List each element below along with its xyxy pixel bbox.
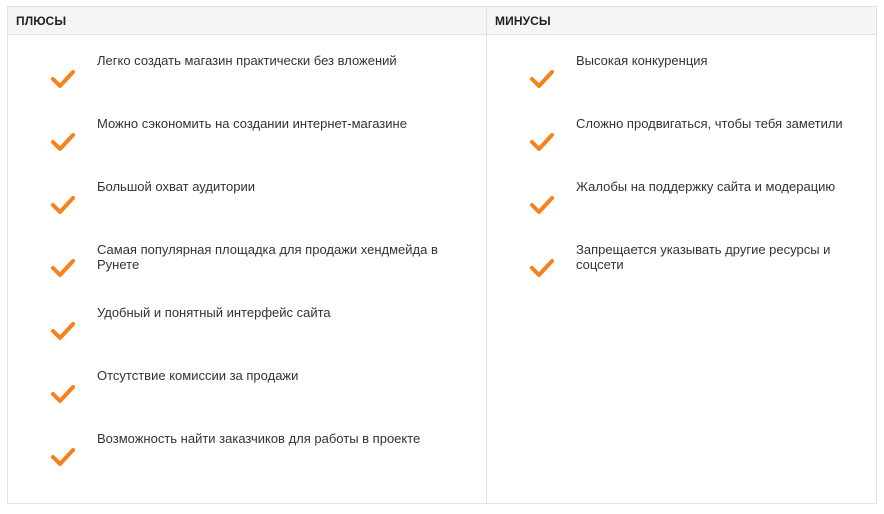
cons-list-item	[487, 161, 876, 224]
cons-list-item	[487, 35, 876, 98]
pros-list-item	[8, 350, 486, 413]
cons-item-text: Запрещается указывать другие ресурсы и соцсети	[576, 242, 831, 272]
cons-column	[487, 7, 876, 503]
cons-list	[487, 35, 876, 287]
checkmark-icon	[50, 131, 76, 153]
checkmark-icon	[529, 68, 555, 90]
pros-cons-table	[7, 6, 877, 504]
pros-item-text: Большой охват аудитории	[97, 179, 256, 194]
cons-item-text: Сложно продвигаться, чтобы тебя заметили	[576, 116, 843, 131]
pros-header: ПЛЮСЫ	[8, 7, 486, 35]
checkmark-icon	[50, 320, 76, 342]
pros-list-item	[8, 287, 486, 350]
pros-list-item	[8, 98, 486, 161]
cons-header: МИНУСЫ	[487, 7, 876, 35]
checkmark-icon	[50, 383, 76, 405]
pros-column	[8, 7, 487, 503]
pros-list-item	[8, 161, 486, 224]
pros-item-text: Легко создать магазин практически без вложений	[97, 53, 397, 68]
checkmark-icon	[529, 131, 555, 153]
checkmark-icon	[529, 257, 555, 279]
pros-list-item	[8, 35, 486, 98]
checkmark-icon	[529, 194, 555, 216]
cons-list-item	[487, 98, 876, 161]
pros-list	[8, 35, 486, 476]
checkmark-icon	[50, 446, 76, 468]
pros-item-text: Можно сэкономить на создании интернет-магазине	[97, 116, 407, 131]
pros-item-text: Отсутствие комиссии за продажи	[97, 368, 299, 383]
cons-item-text: Жалобы на поддержку сайта и модерацию	[576, 179, 836, 194]
cons-item-text: Высокая конкуренция	[576, 53, 708, 68]
pros-item-text: Самая популярная площадка для продажи хендмейда в Рунете	[97, 242, 438, 272]
cons-list-item	[487, 224, 876, 287]
pros-item-text: Удобный и понятный интерфейс сайта	[97, 305, 331, 320]
checkmark-icon	[50, 257, 76, 279]
pros-list-item	[8, 224, 486, 287]
checkmark-icon	[50, 194, 76, 216]
pros-item-text: Возможность найти заказчиков для работы в проекте	[97, 431, 421, 446]
checkmark-icon	[50, 68, 76, 90]
pros-list-item	[8, 413, 486, 476]
